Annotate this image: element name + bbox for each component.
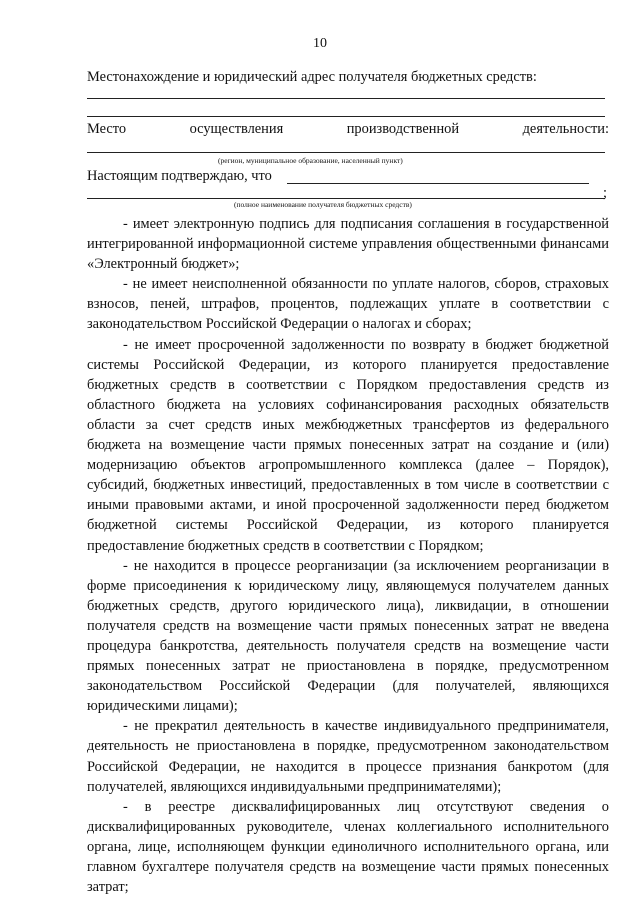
confirm-fill-line-1 — [287, 183, 589, 184]
address-fill-line-2 — [87, 116, 605, 117]
region-caption: (регион, муниципальное образование, населенный пункт) — [218, 156, 403, 165]
condition-item: - не имеет неисполненной обязанности по уплате налогов, сборов, страховых взносов, пеней, штрафов, процентов, подлежащих уплате в соответствии с законодательством Российской Федерации о налогах и сборах; — [87, 276, 609, 333]
condition-item: - имеет электронную подпись для подписания соглашения в государственной интегрированной информационной системе управления общественными финансами «Электронный бюджет»; — [87, 216, 609, 273]
confirm-text: Настоящим подтверждаю, что — [87, 168, 272, 184]
confirm-fill-line-2 — [87, 198, 605, 199]
condition-item: - в реестре дисквалифицированных лиц отсутствуют сведения о дисквалифицированных руководителе, членах коллегиального исполнительного органа, лице, исполняющем функции единоличного исполнительного органа, или главном бухгалтере получателя средств на возмещение части прямых понесенных затрат; — [87, 798, 609, 896]
address-fill-line-1 — [87, 98, 605, 99]
condition-item: - не находится в процессе реорганизации (за исключением реорганизации в форме присоединения к юридическому лицу, являющемуся получателем данных бюджетных средств, другого юридического лица), ликвидации, в отношении получателя средств на возмещение части прямых понесенных затрат не введена процедура банкротства, деятельность получателя средств на возмещение части прямых понесенных затрат не приостановлена в порядке, предусмотренном законодательством Российской Федерации (для получателей, являющихся юридическими лицами); — [87, 557, 609, 715]
conditions-list — [87, 214, 609, 897]
condition-item: - не имеет просроченной задолженности по возврату в бюджет бюджетной системы Российской Федерации, из которого планируется предоставление бюджетных средств в соответствии с Порядком предоставления средств из областного бюджета на условиях софинансирования расходных обязательств области за счет средств иных межбюджетных трансфертов из федерального бюджета на возмещение части прямых понесенных затрат на создание и (или) модернизацию объектов агропромышленного комплекса (далее – Порядок), субсидий, бюджетных инвестиций, предоставленных в том числе в соответствии с иными правовыми актами, и иной просроченной задолженности перед бюджетом бюджетной системы Российской Федерации, из которого планируется предоставление бюджетных средств в соответствии с Порядком; — [87, 336, 609, 554]
condition-item: - не прекратил деятельность в качестве индивидуального предпринимателя, деятельность не приостановлена в порядке, предусмотренном законодательством Российской Федерации, не находится в процессе признания банкротом (для получателей, являющихся индивидуальными предпринимателями); — [87, 718, 609, 795]
recipient-caption: (полное наименование получателя бюджетных средств) — [234, 200, 412, 209]
confirm-end: ; — [603, 185, 607, 201]
activity-place-label: Место осуществления производственной деятельности: — [87, 121, 609, 137]
address-label: Местонахождение и юридический адрес получателя бюджетных средств: — [87, 69, 537, 85]
activity-place-fill-line — [87, 152, 605, 153]
page-number: 10 — [313, 36, 327, 51]
